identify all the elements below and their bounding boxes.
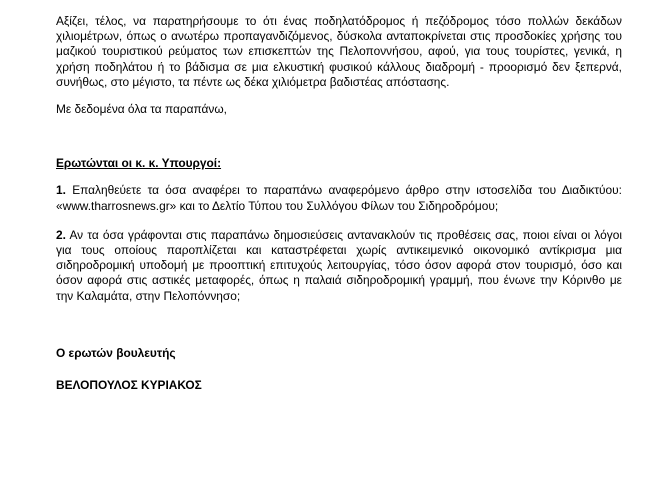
question-text: Επαληθεύετε τα όσα αναφέρει το παραπάνω αναφερόμενο άρθρο στην ιστοσελίδα του Διαδικτύου: «www.tharrosnews.gr» και το Δελτίο Τύπου του Συλλόγου Φίλων του Σιδηροδρόμου; — [56, 183, 622, 213]
questions-heading: Ερωτώνται οι κ. κ. Υπουργοί: — [56, 156, 222, 171]
document-page — [56, 14, 622, 393]
question-item — [56, 183, 622, 213]
question-number: 2. — [56, 227, 66, 242]
body-paragraph: Αξίζει, τέλος, να παρατηρήσουμε το ότι ένας ποδηλατόδρομος ή πεζόδρομος τόσο πολλών δεκάδων χιλιομέτρων, όπως ο ανωτέρω προπαγανδιζόμενος, δύσκολα ανταποκρίνεται στις προσδοκίες χρήσης του μαζικού τουριστικού ρεύματος των επισκεπτών της Πελοποννήσου, αφού, για τους τουρίστες, γενικά, η χρήση ποδηλάτου ή το βάδισμα σε μια ελκυστική φυσικού κάλλους διαδρομή - προορισμό δεν ξεπερνά, συνήθως, στο μέγιστο, τα πέντε ως δέκα χιλιόμετρα βαδιστέας απόστασης. — [56, 14, 622, 89]
intro-sentence: Με δεδομένα όλα τα παραπάνω, — [56, 102, 227, 117]
question-item — [56, 228, 622, 304]
signature-name: ΒΕΛΟΠΟΥΛΟΣ ΚΥΡΙΑΚΟΣ — [56, 378, 202, 393]
question-text: Αν τα όσα γράφονται στις παραπάνω δημοσιεύσεις αντανακλούν τις προθέσεις σας, ποιοι είναι οι λόγοι για τους οποίους παροπλίζεται και καταστρέφεται χωρίς αντικειμενικό οικονομικό αντίκρισμα μια σιδηροδρομική υποδομή με προοπτική επιτυχούς λειτουργίας, τόσο όσον αφορά στον τουρισμό, όσο και όσον αφορά στις αστικές μεταφορές, όπως η παλαιά σιδηροδρομική γραμμή, που ένωνε την Κόρινθο με την Καλαμάτα, στην Πελοπόννησο; — [56, 227, 622, 303]
signature-role: Ο ερωτών βουλευτής — [56, 345, 176, 360]
question-number: 1. — [56, 183, 66, 198]
